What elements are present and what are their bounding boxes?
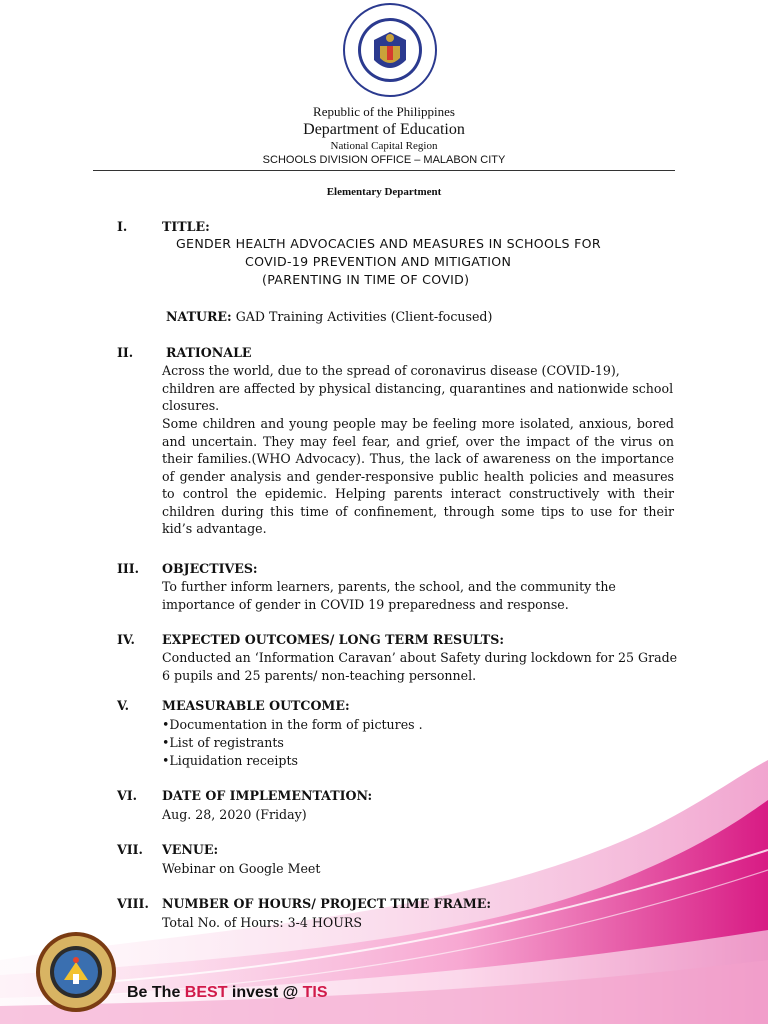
section-number: III. (117, 561, 140, 576)
objectives-text: To further inform learners, parents, the school, and the community the importance of gender in COVID 19 preparedness and response. (162, 579, 616, 612)
nature-row (166, 308, 492, 326)
measurable-heading: MEASURABLE OUTCOME: (162, 698, 350, 713)
section-number: VI. (117, 788, 138, 803)
measurable-item: •Liquidation receipts (162, 753, 298, 768)
rationale-para-1: Across the world, due to the spread of coronavirus disease (COVID-19), children are affected by physical distancing, quarantines and nationwide school closures. (162, 363, 674, 413)
date-text: Aug. 28, 2020 (Friday) (162, 807, 307, 822)
header-divider (93, 170, 675, 171)
slogan-part-1: Be The (127, 984, 185, 1001)
hours-text: Total No. of Hours: 3-4 HOURS (162, 915, 362, 930)
venue-text: Webinar on Google Meet (162, 861, 321, 876)
school-seal-icon (34, 930, 118, 1014)
venue-heading: VENUE: (162, 842, 219, 857)
section-number: VIII. (117, 896, 149, 911)
title-line-1: GENDER HEALTH ADVOCACIES AND MEASURES IN SCHOOLS FOR (176, 236, 601, 251)
title-line-3: (PARENTING IN TIME OF COVID) (262, 272, 470, 287)
measurable-item: •Documentation in the form of pictures . (162, 717, 423, 732)
header-department: Department of Education (303, 121, 465, 138)
title-heading: TITLE: (162, 219, 210, 234)
outcomes-text: Conducted an ‘Information Caravan’ about Safety during lockdown for 25 Grade 6 pupils and 25 parents/ non-teaching personnel. (162, 650, 678, 683)
rationale-heading: RATIONALE (166, 345, 252, 360)
title-line-2: COVID-19 PREVENTION AND MITIGATION (245, 254, 512, 269)
section-number: V. (117, 698, 129, 713)
measurable-item: •List of registrants (162, 735, 284, 750)
department-label: Elementary Department (326, 186, 442, 198)
slogan-part-2: BEST (184, 984, 228, 1001)
nature-label: NATURE: (166, 309, 232, 324)
objectives-heading: OBJECTIVES: (162, 561, 258, 576)
header-division: SCHOOLS DIVISION OFFICE – MALABON CITY (262, 154, 506, 166)
date-heading: DATE OF IMPLEMENTATION: (162, 788, 373, 803)
section-number: I. (117, 219, 128, 234)
hours-heading: NUMBER OF HOURS/ PROJECT TIME FRAME: (162, 896, 492, 911)
nature-value: GAD Training Activities (Client-focused) (235, 309, 493, 324)
outcomes-heading: EXPECTED OUTCOMES/ LONG TERM RESULTS: (162, 632, 504, 647)
slogan-part-4: TIS (302, 984, 328, 1001)
section-number: II. (117, 345, 134, 360)
section-number: VII. (117, 842, 143, 857)
section-number: IV. (117, 632, 135, 647)
header-region: National Capital Region (330, 140, 438, 152)
slogan-part-3: invest @ (227, 984, 303, 1001)
footer-slogan (127, 984, 328, 1002)
rationale-para-2: Some children and young people may be feeling more isolated, anxious, bored and uncertain. They may feel fear, and grief, over the impact of the virus on their families.(WHO Advocacy). Thus, the lack of awareness on the importance of gender analysis and gender-responsive public health policies and measures to control the epidemic. Helping parents interact constructively with their children during this time of confinement, through some tips to use for their kid’s advantage. (162, 416, 674, 536)
header-republic: Republic of the Philippines (313, 104, 455, 119)
deped-seal-icon (340, 2, 440, 98)
